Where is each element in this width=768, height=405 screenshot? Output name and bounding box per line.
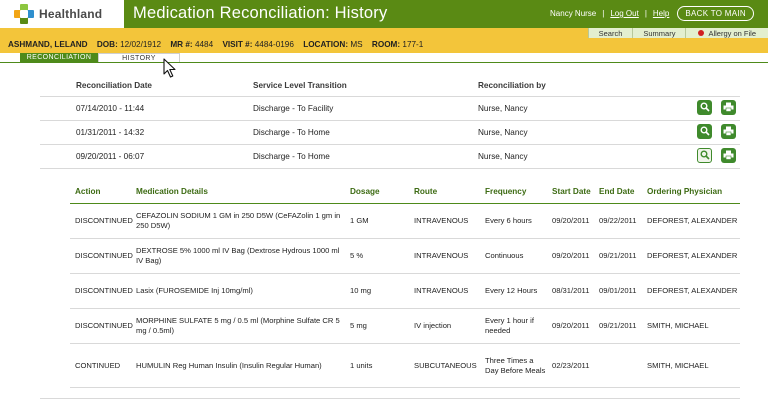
medication-details: CEFAZOLIN SODIUM 1 GM in 250 D5W (CeFAZolin 1 gm in 250 D5W) bbox=[136, 211, 341, 230]
medication-action: DISCONTINUED bbox=[75, 321, 133, 330]
tab-divider bbox=[0, 62, 768, 63]
summary-subtab[interactable]: Summary bbox=[632, 28, 685, 38]
healthland-logo-icon bbox=[14, 4, 34, 24]
location-value: MS bbox=[350, 40, 363, 49]
allergy-subtab[interactable] bbox=[685, 28, 768, 38]
medication-route: SUBCUTANEOUS bbox=[414, 360, 477, 370]
logo-text: Healthland bbox=[39, 7, 103, 21]
patient-bar bbox=[0, 28, 768, 53]
printer-icon bbox=[723, 99, 734, 117]
service-level-transition: Discharge - To Home bbox=[253, 152, 330, 161]
reconciliation-date: 01/31/2011 - 14:32 bbox=[76, 128, 145, 137]
reconciliation-table bbox=[40, 76, 740, 169]
dob-label: DOB: bbox=[96, 40, 118, 49]
medication-start-date: 09/20/2011 bbox=[552, 251, 590, 260]
medication-end-date: 09/01/2011 bbox=[599, 286, 637, 295]
mouse-cursor-icon bbox=[163, 58, 177, 78]
page-title: Medication Reconciliation: History bbox=[133, 4, 388, 22]
medication-dosage: 1 GM bbox=[350, 216, 369, 225]
medication-action: DISCONTINUED bbox=[75, 216, 133, 225]
medication-start-date: 09/20/2011 bbox=[552, 321, 590, 330]
separator: | bbox=[644, 9, 647, 18]
medication-table bbox=[70, 182, 740, 388]
medication-frequency: Every 12 Hours bbox=[485, 286, 538, 295]
tab-history[interactable]: HISTORY bbox=[98, 53, 180, 62]
search-subtab[interactable]: Search bbox=[588, 28, 633, 38]
room-label: ROOM: bbox=[371, 40, 401, 49]
logout-link[interactable]: Log Out bbox=[610, 9, 639, 18]
patient-name: ASHMAND, LELAND bbox=[8, 40, 88, 49]
top-bar bbox=[0, 0, 768, 28]
medication-details: DEXTROSE 5% 1000 ml IV Bag (Dextrose Hydrous 1000 ml IV Bag) bbox=[136, 246, 340, 265]
medication-dosage: 1 units bbox=[350, 360, 373, 370]
medication-frequency: Every 1 hour if needed bbox=[485, 316, 534, 335]
column-header: Medication Details bbox=[136, 187, 208, 196]
medication-frequency: Every 6 hours bbox=[485, 216, 532, 225]
medication-action: CONTINUED bbox=[75, 360, 121, 370]
medication-dosage: 5 % bbox=[350, 251, 364, 260]
column-header: Frequency bbox=[485, 187, 527, 196]
allergy-label: Allergy on File bbox=[708, 28, 756, 38]
column-header: Start Date bbox=[552, 187, 591, 196]
medication-end-date: 09/22/2011 bbox=[599, 216, 637, 225]
table-row bbox=[40, 145, 740, 169]
reconciled-by: Nurse, Nancy bbox=[478, 152, 528, 161]
dob-value: 12/02/1912 bbox=[120, 40, 162, 49]
view-tabs bbox=[20, 53, 180, 62]
top-links bbox=[550, 6, 754, 21]
medication-route: INTRAVENOUS bbox=[414, 216, 469, 225]
medication-start-date: 09/20/2011 bbox=[552, 216, 590, 225]
allergy-alert-icon bbox=[698, 30, 704, 36]
user-name: Nancy Nurse bbox=[550, 9, 597, 18]
medication-rows bbox=[70, 204, 740, 388]
back-to-main-button[interactable]: BACK TO MAIN bbox=[677, 6, 754, 21]
print-button[interactable] bbox=[721, 100, 736, 115]
column-header: Reconciliation Date bbox=[76, 81, 152, 90]
table-row bbox=[40, 121, 740, 145]
table-row bbox=[70, 274, 740, 309]
medication-frequency: Continuous bbox=[485, 251, 524, 260]
reconciliation-date: 09/20/2011 - 06:07 bbox=[76, 152, 145, 161]
medication-action: DISCONTINUED bbox=[75, 251, 133, 260]
medication-table-header bbox=[70, 182, 740, 204]
medication-end-date: 09/21/2011 bbox=[599, 251, 637, 260]
column-header: Action bbox=[75, 187, 101, 196]
footer-divider bbox=[40, 398, 740, 399]
tab-reconciliation[interactable]: RECONCILIATION bbox=[20, 53, 98, 62]
medication-dosage: 5 mg bbox=[350, 321, 367, 330]
ordering-physician: DEFOREST, ALEXANDER bbox=[647, 286, 738, 295]
view-button[interactable] bbox=[697, 100, 712, 115]
reconciliation-table-header bbox=[40, 76, 740, 97]
help-link[interactable]: Help bbox=[652, 9, 670, 18]
visit-value: 4484-0196 bbox=[254, 40, 294, 49]
ordering-physician: SMITH, MICHAEL bbox=[647, 360, 709, 370]
column-header: Ordering Physician bbox=[647, 187, 723, 196]
medication-details: MORPHINE SULFATE 5 mg / 0.5 ml (Morphine Sulfate CR 5 mg / 0.5ml) bbox=[136, 316, 340, 335]
mr-value: 4484 bbox=[194, 40, 214, 49]
reconciliation-rows bbox=[40, 97, 740, 169]
table-row bbox=[70, 309, 740, 344]
column-header: Route bbox=[414, 187, 438, 196]
view-button[interactable] bbox=[697, 124, 712, 139]
reconciled-by: Nurse, Nancy bbox=[478, 128, 528, 137]
logo bbox=[0, 0, 124, 28]
medication-start-date: 02/23/2011 bbox=[552, 360, 590, 370]
patient-info bbox=[8, 40, 423, 49]
medication-dosage: 10 mg bbox=[350, 286, 372, 295]
mr-label: MR #: bbox=[170, 40, 193, 49]
print-button[interactable] bbox=[721, 148, 736, 163]
printer-icon bbox=[723, 123, 734, 141]
medication-start-date: 08/31/2011 bbox=[552, 286, 590, 295]
medication-route: INTRAVENOUS bbox=[414, 286, 469, 295]
ordering-physician: SMITH, MICHAEL bbox=[647, 321, 709, 330]
reconciliation-date: 07/14/2010 - 11:44 bbox=[76, 104, 145, 113]
medication-details: HUMULIN Reg Human Insulin (Insulin Regular Human) bbox=[136, 360, 322, 370]
ordering-physician: DEFOREST, ALEXANDER bbox=[647, 216, 738, 225]
visit-label: VISIT #: bbox=[222, 40, 253, 49]
service-level-transition: Discharge - To Home bbox=[253, 128, 330, 137]
printer-icon bbox=[723, 147, 734, 165]
table-row bbox=[70, 239, 740, 274]
subtabs bbox=[588, 28, 768, 38]
medication-end-date: 09/21/2011 bbox=[599, 321, 637, 330]
room-value: 177-1 bbox=[402, 40, 424, 49]
table-row bbox=[70, 204, 740, 239]
medication-action: DISCONTINUED bbox=[75, 286, 133, 295]
service-level-transition: Discharge - To Facility bbox=[253, 104, 334, 113]
magnifier-icon bbox=[700, 123, 710, 141]
separator: | bbox=[602, 9, 605, 18]
view-button[interactable] bbox=[697, 148, 712, 163]
medication-details: Lasix (FUROSEMIDE Inj 10mg/ml) bbox=[136, 286, 253, 295]
medication-route: IV injection bbox=[414, 321, 452, 330]
location-label: LOCATION: bbox=[303, 40, 349, 49]
reconciled-by: Nurse, Nancy bbox=[478, 104, 528, 113]
ordering-physician: DEFOREST, ALEXANDER bbox=[647, 251, 738, 260]
magnifier-icon bbox=[700, 99, 710, 117]
column-header: Service Level Transition bbox=[253, 81, 347, 90]
column-header: Reconciliation by bbox=[478, 81, 546, 90]
medication-frequency: Three Times a Day Before Meals bbox=[485, 355, 546, 375]
column-header: End Date bbox=[599, 187, 635, 196]
medication-route: INTRAVENOUS bbox=[414, 251, 469, 260]
column-header: Dosage bbox=[350, 187, 380, 196]
print-button[interactable] bbox=[721, 124, 736, 139]
magnifier-icon bbox=[700, 147, 710, 165]
table-row bbox=[70, 344, 740, 388]
table-row bbox=[40, 97, 740, 121]
